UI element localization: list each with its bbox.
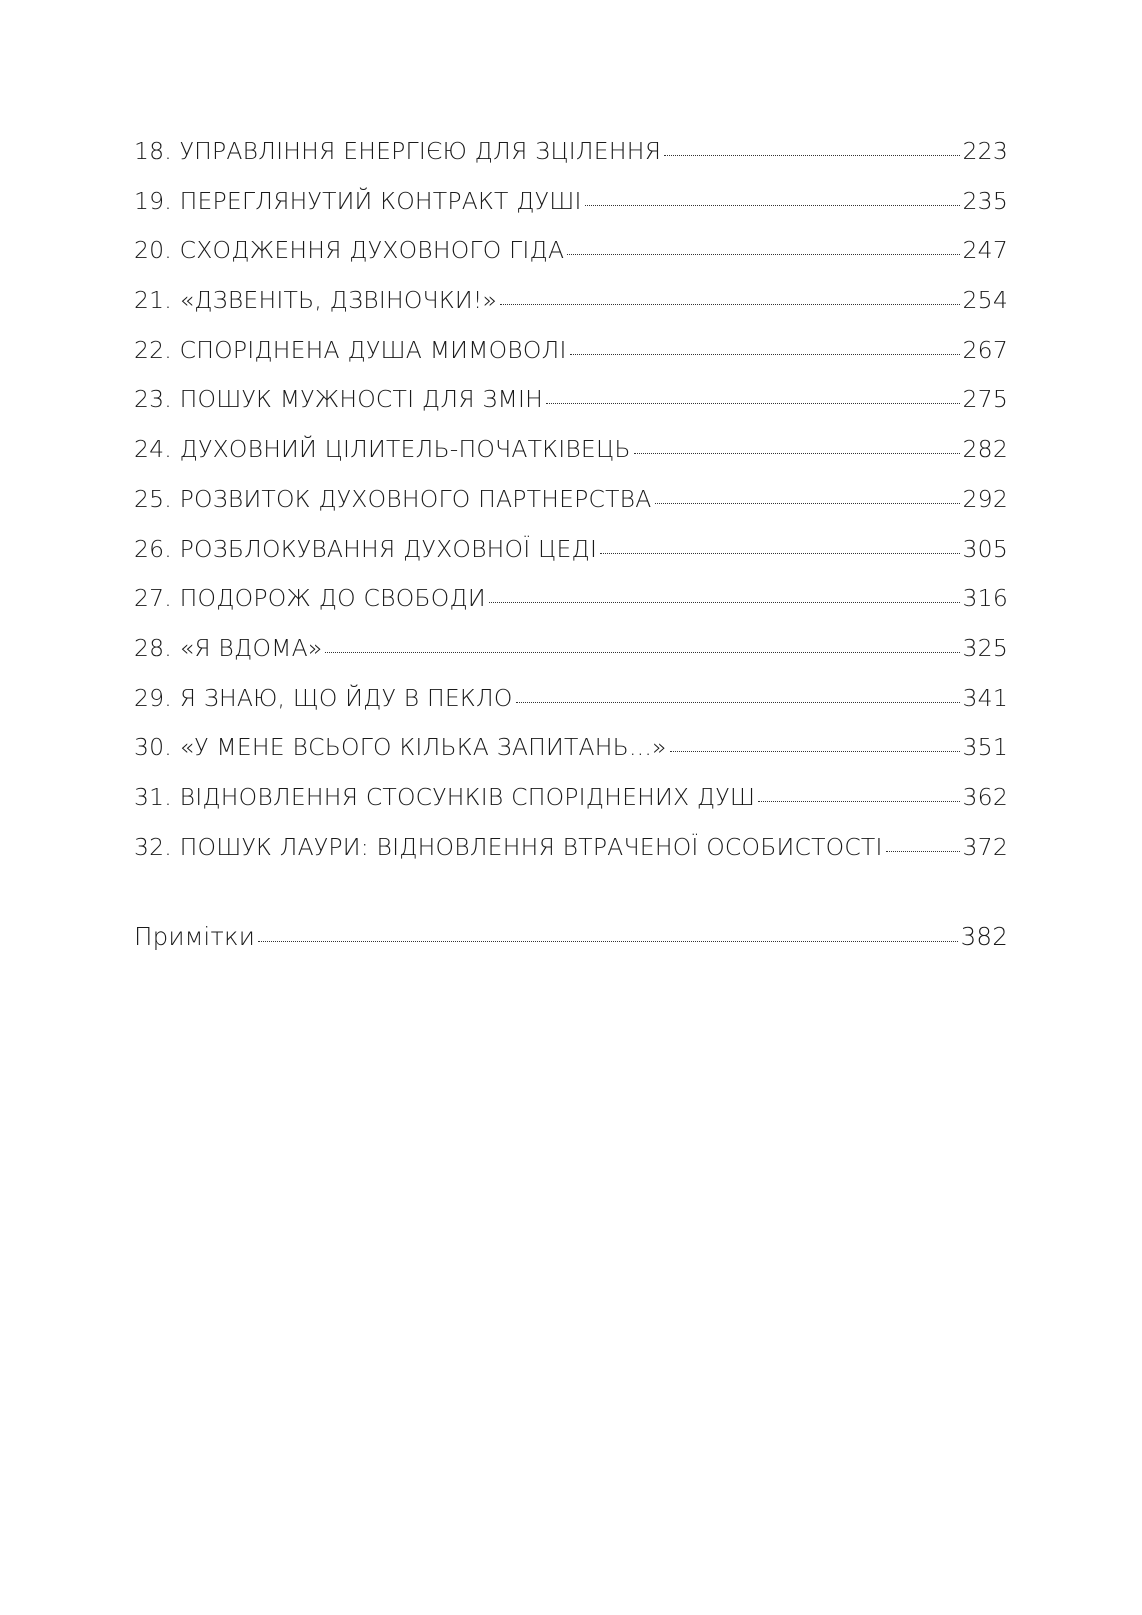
toc-entry-22[interactable] [134, 336, 1008, 386]
toc-entry-title: 32. ПОШУК ЛАУРИ: ВІДНОВЛЕННЯ ВТРАЧЕНОЇ ОСОБИСТОСТІ [134, 832, 883, 861]
dot-leader [634, 453, 960, 454]
toc-entry-title: 23. ПОШУК МУЖНОСТІ ДЛЯ ЗМІН [134, 385, 544, 414]
dot-leader [664, 155, 959, 156]
toc-entry-title: 31. ВІДНОВЛЕННЯ СТОСУНКІВ СПОРІДНЕНИХ ДУШ [134, 782, 756, 811]
toc-entry-title: 20. СХОДЖЕННЯ ДУХОВНОГО ГІДА [134, 236, 565, 265]
toc-entry-19[interactable] [134, 187, 1008, 237]
toc-entry-title: 21. «ДЗВЕНІТЬ, ДЗВІНОЧКИ!» [134, 286, 498, 315]
toc-entry-page: 362 [962, 782, 1008, 811]
toc-entry-title: 30. «У МЕНЕ ВСЬОГО КІЛЬКА ЗАПИТАНЬ...» [134, 733, 667, 762]
toc-entry-30[interactable] [134, 733, 1008, 783]
toc-entry-page: 254 [962, 286, 1008, 315]
dot-leader [585, 205, 960, 206]
toc-entry-page: 275 [962, 385, 1008, 414]
dot-leader [600, 553, 959, 554]
toc-entry-24[interactable] [134, 435, 1008, 485]
dot-leader [567, 254, 959, 255]
dot-leader [758, 801, 959, 802]
toc-entry-20[interactable] [134, 236, 1008, 286]
toc-entry-29[interactable] [134, 684, 1008, 734]
notes-section [134, 922, 1008, 972]
toc-entry-page: 247 [962, 236, 1008, 265]
toc-entry-page: 305 [962, 534, 1008, 563]
toc-entry-title: 24. ДУХОВНИЙ ЦІЛИТЕЛЬ-ПОЧАТКІВЕЦЬ [134, 435, 631, 464]
toc-entry-title: 22. СПОРІДНЕНА ДУША МИМОВОЛІ [134, 335, 567, 364]
toc-entry-page: 316 [962, 584, 1008, 613]
notes-title: Примітки [134, 922, 256, 951]
toc-entry-26[interactable] [134, 535, 1008, 585]
toc-entry-title: 29. Я ЗНАЮ, ЩО ЙДУ В ПЕКЛО [134, 683, 513, 712]
toc-entry-21[interactable] [134, 286, 1008, 336]
toc-entry-page: 292 [962, 484, 1008, 513]
toc-entry-32[interactable] [134, 833, 1008, 883]
toc-entry-page: 351 [962, 733, 1008, 762]
dot-leader [516, 702, 960, 703]
toc-entry-page: 282 [962, 435, 1008, 464]
toc-entry-page: 235 [962, 186, 1008, 215]
dot-leader [489, 602, 960, 603]
toc-entry-title: 27. ПОДОРОЖ ДО СВОБОДИ [134, 584, 486, 613]
toc-entry-page: 267 [962, 335, 1008, 364]
dot-leader [570, 354, 960, 355]
table-of-contents [134, 137, 1008, 882]
toc-entry-title: 28. «Я ВДОМА» [134, 633, 323, 662]
toc-entry-page: 341 [962, 683, 1008, 712]
toc-entry-page: 325 [962, 633, 1008, 662]
dot-leader [670, 751, 960, 752]
toc-entry-25[interactable] [134, 485, 1008, 535]
toc-entry-page: 223 [962, 137, 1008, 165]
dot-leader [655, 503, 960, 504]
dot-leader [500, 304, 959, 305]
toc-entry-page: 372 [962, 832, 1008, 861]
toc-entry-27[interactable] [134, 584, 1008, 634]
toc-entry-title: 26. РОЗБЛОКУВАННЯ ДУХОВНОЇ ЦЕДІ [134, 534, 598, 563]
toc-entry-28[interactable] [134, 634, 1008, 684]
toc-entry-title: 18. УПРАВЛІННЯ ЕНЕРГІЄЮ ДЛЯ ЗЦІЛЕННЯ [134, 137, 662, 165]
dot-leader [258, 941, 957, 942]
toc-entry-notes[interactable] [134, 922, 1008, 972]
toc-entry-title: 19. ПЕРЕГЛЯНУТИЙ КОНТРАКТ ДУШІ [134, 186, 582, 215]
dot-leader [325, 652, 959, 653]
notes-page: 382 [960, 922, 1008, 951]
toc-entry-18[interactable] [134, 137, 1008, 187]
dot-leader [886, 851, 960, 852]
toc-entry-23[interactable] [134, 385, 1008, 435]
dot-leader [546, 403, 960, 404]
toc-entry-31[interactable] [134, 783, 1008, 833]
toc-entry-title: 25. РОЗВИТОК ДУХОВНОГО ПАРТНЕРСТВА [134, 484, 652, 513]
